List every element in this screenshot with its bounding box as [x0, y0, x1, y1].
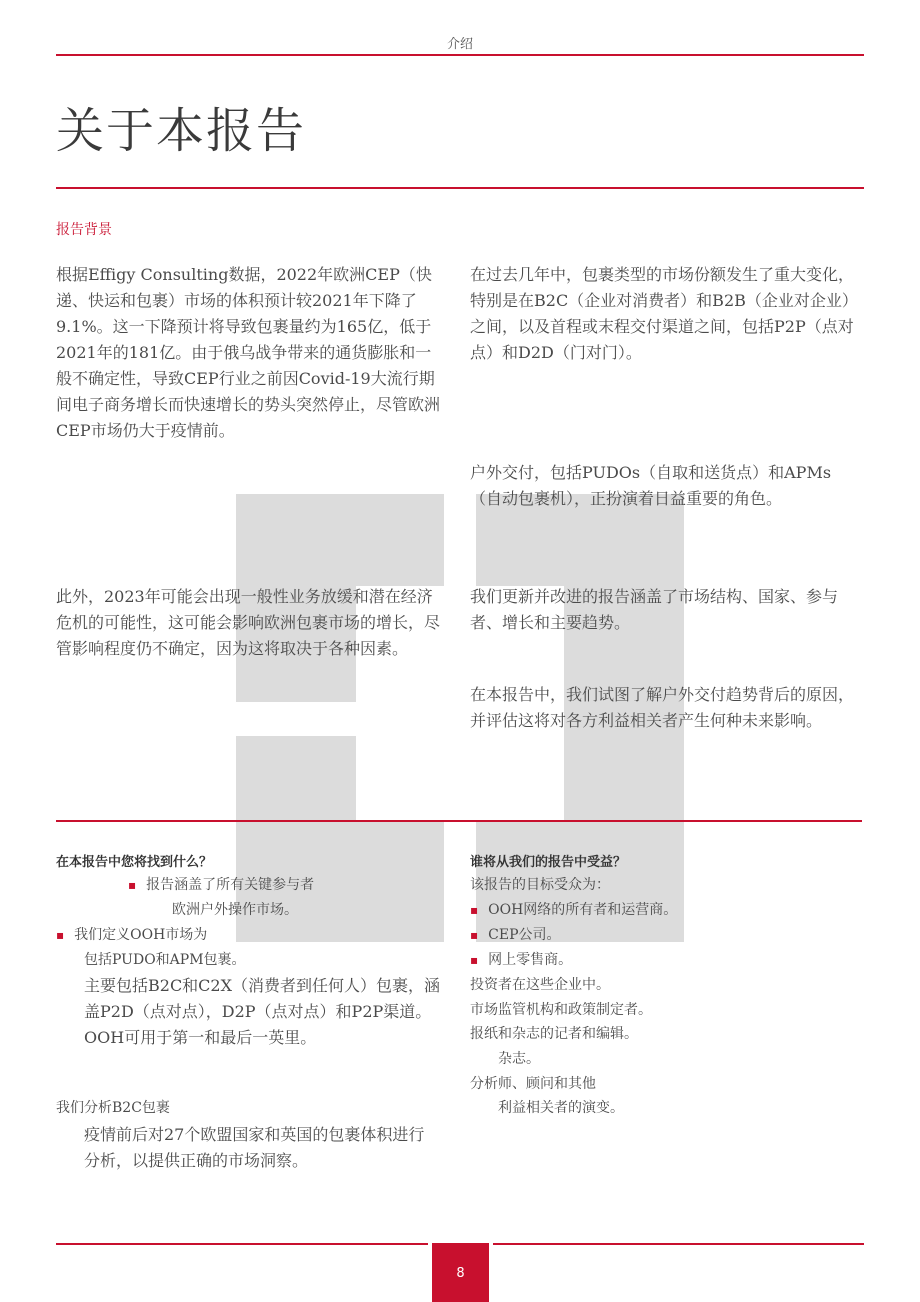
benefit-intro: 该报告的目标受众为：	[470, 877, 610, 893]
decor-shape	[236, 736, 356, 822]
page-title: 关于本报告	[56, 103, 307, 159]
section-label: 介绍	[446, 37, 473, 52]
find-bullet-2-sub-2: 主要包括B2C和C2X（消费者到任何人）包裹，涵盖P2D（点对点），D2P（点对点）和P2P渠道。OOH可用于第一和最后一英里。	[84, 976, 440, 1047]
find-bullet-1-sub: 欧洲户外操作市场。	[172, 902, 298, 918]
benefit-line-7-sub: 利益相关者的演变。	[498, 1100, 624, 1116]
footer-rule-left	[56, 1243, 428, 1245]
benefit-bullet-3: ▪ 网上零售商。	[470, 948, 572, 973]
title-rule	[56, 187, 864, 189]
benefit-heading: 谁将从我们的报告中受益？	[470, 855, 627, 870]
background-paragraph-3: 在过去几年中，包裹类型的市场份额发生了重大变化，特别是在B2C（企业对消费者）和B2B（企业对企业）之间，以及首程或末程交付渠道之间，包括P2P（点对点）和D2D（门对门）。	[470, 265, 858, 362]
background-label: 报告背景	[56, 222, 112, 238]
background-paragraph-6: 在本报告中，我们试图了解户外交付趋势背后的原因，并评估这将对各方利益相关者产生何种未来影响。	[470, 685, 855, 730]
benefit-line-5: 市场监管机构和政策制定者。	[470, 1002, 652, 1018]
page-number: 8	[432, 1243, 489, 1302]
section-rule	[56, 820, 862, 822]
benefit-line-6: 报纸和杂志的记者和编辑。	[470, 1026, 638, 1042]
benefit-line-7: 分析师、顾问和其他	[470, 1076, 596, 1092]
find-bullet-2-sub-1: 包括PUDO和APM包裹。	[84, 952, 246, 968]
background-paragraph-5: 我们更新并改进的报告涵盖了市场结构、国家、参与者、增长和主要趋势。	[470, 587, 839, 632]
header-rule	[56, 54, 864, 56]
footer-rule-right	[493, 1243, 864, 1245]
benefit-bullet-1: ▪ OOH网络的所有者和运营商。	[470, 898, 677, 923]
decor-shape	[236, 494, 444, 586]
find-item-3-sub: 疫情前后对27个欧盟国家和英国的包裹体积进行分析，以提供正确的市场洞察。	[84, 1125, 425, 1170]
background-paragraph-1: 根据Effigy Consulting数据，2022年欧洲CEP（快递、快运和包裹）市场的体积预计较2021年下降了9.1%。这一下降预计将导致包裹量约为165亿，低于2021年的181亿。由于俄乌战争带来的通货膨胀和一般不确定性，导致CEP行业之前因Covid-19大流行期间电子商务增长而快速增长的势头突然停止，尽管欧洲CEP市场仍大于疫情前。	[56, 265, 441, 440]
benefit-line-6-sub: 杂志。	[498, 1051, 540, 1067]
benefit-line-4: 投资者在这些企业中。	[470, 977, 610, 993]
background-paragraph-4: 户外交付，包括PUDOs（自取和送货点）和APMs（自动包裹机），正扮演着日益重要的角色。	[470, 463, 832, 508]
find-bullet-2: ▪ 我们定义OOH市场为	[56, 923, 207, 948]
find-heading: 在本报告中您将找到什么？	[56, 855, 213, 870]
benefit-bullet-2: ▪ CEP公司。	[470, 923, 561, 948]
find-bullet-1: ▪ 报告涵盖了所有关键参与者	[128, 873, 314, 898]
find-item-3: 我们分析B2C包裹	[56, 1100, 170, 1116]
background-paragraph-2: 此外，2023年可能会出现一般性业务放缓和潜在经济危机的可能性，这可能会影响欧洲包裹市场的增长，尽管影响程度仍不确定，因为这将取决于各种因素。	[56, 587, 441, 658]
